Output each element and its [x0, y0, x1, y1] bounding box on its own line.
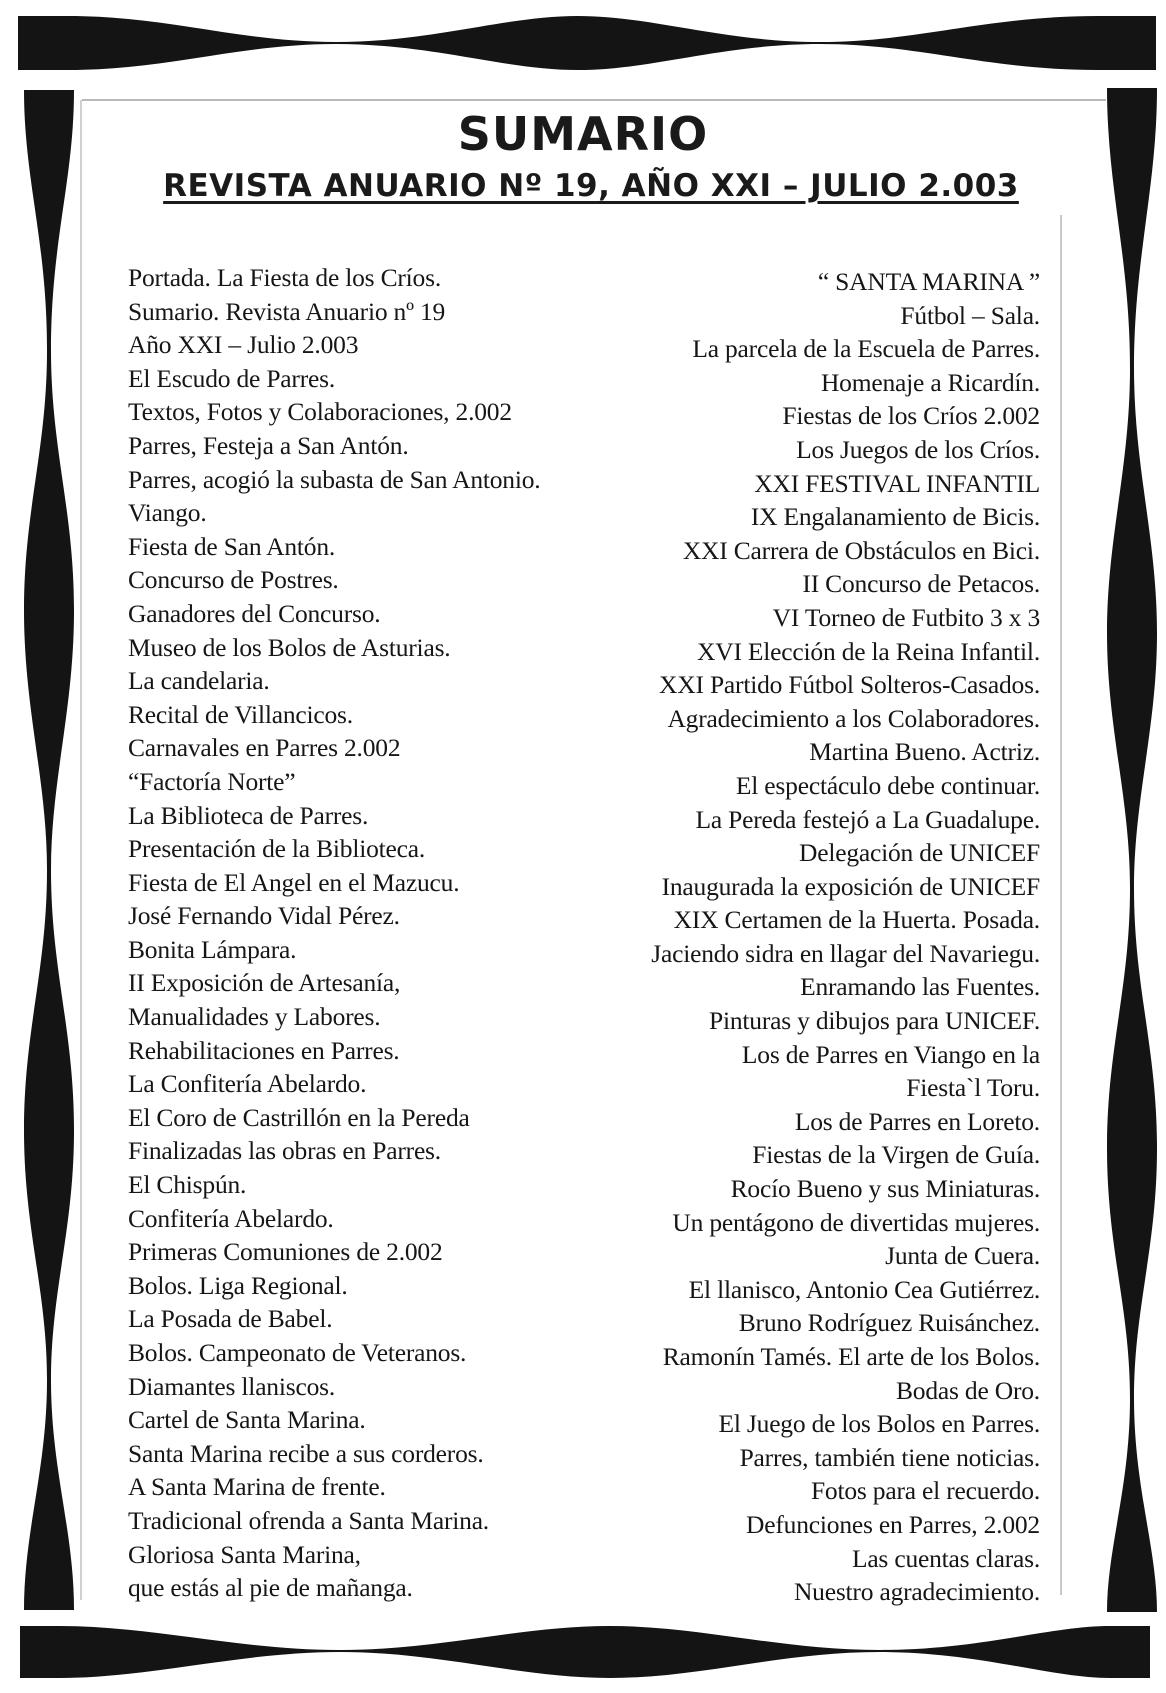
contents-entry: Gloriosa Santa Marina, [128, 1539, 361, 1569]
contents-entry: “ SANTA MARINA ” [817, 267, 1040, 296]
contents-entry: La parcela de la Escuela de Parres. [692, 334, 1040, 364]
contents-entry: Concurso de Postres. [128, 565, 339, 595]
contents-entry: Sumario. Revista Anuario nº 19 [128, 296, 446, 326]
contents-entry: La Confitería Abelardo. [128, 1069, 367, 1099]
contents-entry: Museo de los Bolos de Asturias. [128, 632, 451, 662]
contents-entry: Fiesta de El Angel en el Mazucu. [128, 867, 460, 897]
contents-entry: Bolos. Liga Regional. [128, 1270, 348, 1300]
contents-entry: Fotos para el recuerdo. [810, 1476, 1040, 1506]
contents-entry: Junta de Cuera. [885, 1241, 1040, 1271]
contents-entry: Finalizadas las obras en Parres. [128, 1136, 441, 1166]
contents-entry: El llanisco, Antonio Cea Gutiérrez. [688, 1274, 1040, 1304]
contents-entry: Un pentágono de divertidas mujeres. [672, 1207, 1040, 1237]
contents-entry: XXI Partido Fútbol Solteros-Casados. [659, 670, 1040, 700]
contents-entry: Fiesta`l Toru. [906, 1073, 1040, 1103]
contents-entry: Primeras Comuniones de 2.002 [128, 1237, 443, 1267]
contents-entry: Manualidades y Labores. [128, 1002, 381, 1032]
contents-entry: El espectáculo debe continuar. [735, 770, 1040, 800]
contents-entry: José Fernando Vidal Pérez. [128, 901, 400, 931]
contents-entry: Defunciones en Parres, 2.002 [746, 1509, 1040, 1539]
top-border [18, 12, 1156, 74]
page-title: SUMARIO [457, 107, 709, 161]
contents-entry: II Exposición de Artesanía, [128, 968, 401, 998]
contents-entry: Bruno Rodríguez Ruisánchez. [738, 1308, 1040, 1338]
frame-line-left [80, 100, 82, 1600]
contents-entry: Textos, Fotos y Colaboraciones, 2.002 [128, 397, 512, 427]
contents-entry: Ramonín Tamés. El arte de los Bolos. [662, 1342, 1040, 1371]
contents-entry: Fiestas de la Virgen de Guía. [752, 1140, 1040, 1170]
contents-entry: Bolos. Campeonato de Veteranos. [128, 1338, 467, 1367]
contents-entry: Cartel de Santa Marina. [128, 1405, 366, 1435]
contents-entry: Jaciendo sidra en llagar del Navariegu. [651, 938, 1040, 968]
contents-entry: Bodas de Oro. [895, 1375, 1040, 1405]
contents-entry: XXI Carrera de Obstáculos en Bici. [682, 535, 1040, 565]
right-border [1103, 88, 1161, 1612]
contents-entry: Fiestas de los Críos 2.002 [782, 401, 1040, 431]
contents-entry: Bonita Lámpara. [128, 934, 297, 964]
contents-entry: Parres, también tiene noticias. [739, 1442, 1040, 1472]
contents-entry: que estás al pie de mañanga. [128, 1573, 413, 1603]
contents-entry: El Coro de Castrillón en la Pereda [128, 1102, 470, 1132]
contents-entry: Pinturas y dibujos para UNICEF. [708, 1006, 1040, 1036]
contents-entry: Nuestro agradecimiento. [793, 1577, 1040, 1607]
contents-entry: La Posada de Babel. [128, 1304, 333, 1334]
contents-entry: IX Engalanamiento de Bicis. [750, 502, 1040, 532]
frame-line-top [82, 99, 1106, 101]
contents-entry: A Santa Marina de frente. [128, 1472, 386, 1502]
contents-entry: XVI Elección de la Reina Infantil. [697, 636, 1040, 666]
contents-entry: Parres, Festeja a San Antón. [128, 430, 409, 460]
contents-entry: Año XXI – Julio 2.003 [128, 330, 359, 360]
contents-entry: Fiesta de San Antón. [128, 531, 336, 561]
contents-entry: El Juego de los Bolos en Parres. [718, 1409, 1040, 1439]
contents-entry: Santa Marina recibe a sus corderos. [128, 1438, 484, 1468]
frame-line-right [1060, 215, 1062, 1595]
contents-entry: Presentación de la Biblioteca. [128, 834, 426, 864]
contents-entry: Las cuentas claras. [851, 1543, 1040, 1573]
contents-entry: Parres, acogió la subasta de San Antonio. [128, 464, 541, 494]
contents-entry: Carnavales en Parres 2.002 [128, 733, 401, 763]
contents-entry: Homenaje a Ricardín. [820, 367, 1040, 397]
contents-entry: Confitería Abelardo. [128, 1203, 334, 1233]
contents-entry: Viango. [128, 498, 207, 528]
contents-entry: Agradecimiento a los Colaboradores. [667, 703, 1040, 733]
contents-entry: La Biblioteca de Parres. [128, 800, 369, 830]
contents-entry: Ganadores del Concurso. [128, 598, 381, 628]
contents-entry: XIX Certamen de la Huerta. Posada. [673, 905, 1040, 935]
contents-entry: Delegación de UNICEF [798, 838, 1040, 868]
page-subtitle: REVISTA ANUARIO Nº 19, AÑO XXI – JULIO 2.003 [163, 168, 1019, 204]
contents-entry: La candelaria. [128, 666, 270, 696]
contents-entry: VI Torneo de Futbito 3 x 3 [772, 602, 1040, 632]
left-border [20, 90, 78, 1610]
contents-entry: Fútbol – Sala. [900, 300, 1040, 330]
contents-entry: “Factoría Norte” [128, 766, 296, 796]
contents-column-right [520, 265, 1040, 1609]
contents-entry: Diamantes llaniscos. [128, 1371, 336, 1401]
contents-entry: El Chispún. [128, 1170, 247, 1200]
contents-entry: Recital de Villancicos. [128, 699, 353, 729]
contents-entry: Enramando las Fuentes. [800, 972, 1040, 1002]
contents-entry: Los de Parres en Loreto. [794, 1106, 1040, 1136]
contents-entry: La Pereda festejó a La Guadalupe. [695, 804, 1040, 834]
contents-entry: Tradicional ofrenda a Santa Marina. [128, 1505, 489, 1535]
contents-entry: El Escudo de Parres. [128, 363, 336, 393]
contents-entry: XXI FESTIVAL INFANTIL [754, 468, 1040, 498]
contents-entry: Portada. La Fiesta de los Críos. [128, 263, 442, 292]
contents-entry: Los Juegos de los Críos. [796, 434, 1040, 464]
contents-entry: Martina Bueno. Actriz. [809, 737, 1040, 767]
contents-entry: II Concurso de Petacos. [802, 569, 1040, 599]
contents-entry: Los de Parres en Viango en la [741, 1039, 1040, 1069]
contents-entry: Rocío Bueno y sus Miniaturas. [730, 1174, 1040, 1204]
contents-entry: Inaugurada la exposición de UNICEF [661, 871, 1040, 901]
contents-entry: Rehabilitaciones en Parres. [128, 1035, 400, 1065]
bottom-border [20, 1622, 1150, 1682]
